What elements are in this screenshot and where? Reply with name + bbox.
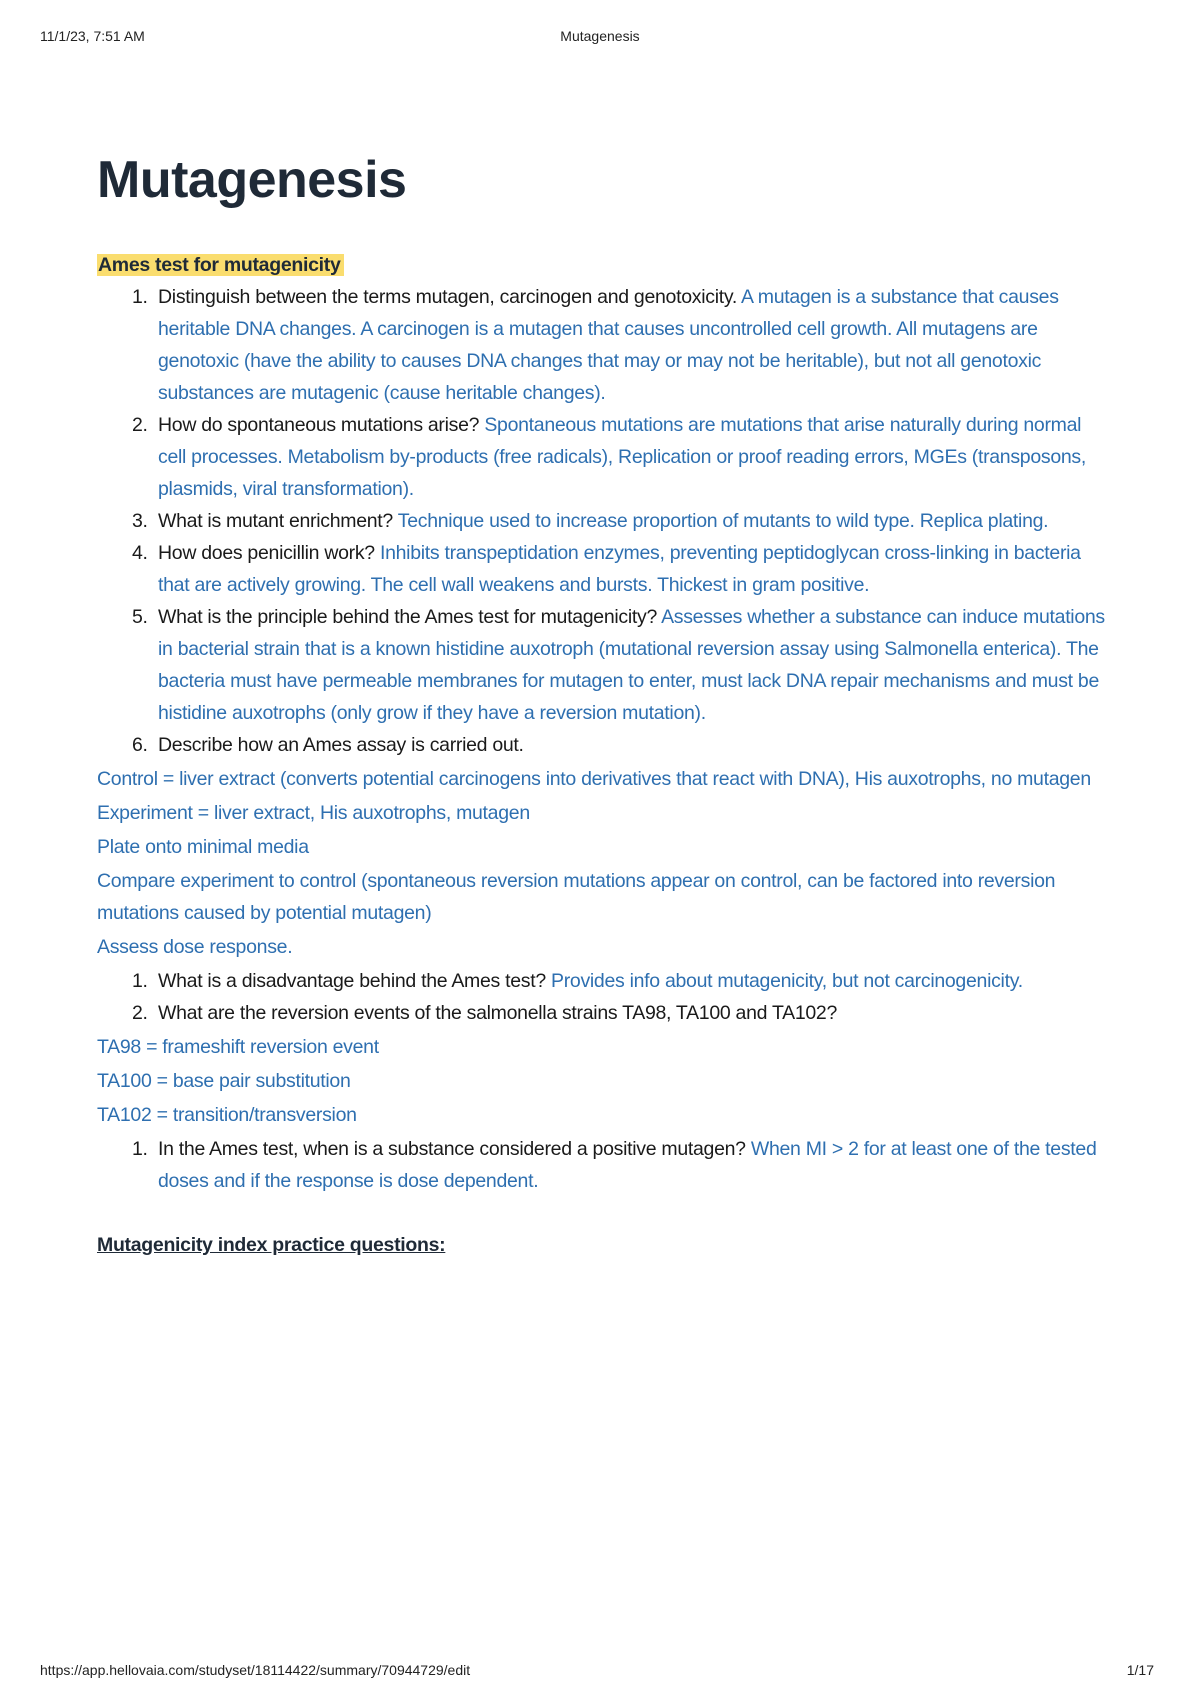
list-number: 1. [132, 1138, 148, 1160]
print-page-title: Mutagenesis [560, 28, 640, 44]
answer-text: Inhibits transpeptidation enzymes, preventing peptidoglycan cross-linking in bacteria that are actively growing. The cell wall weakens and bursts. Thickest in gram positive. [158, 542, 1081, 596]
answer-paragraph: Control = liver extract (converts potential carcinogens into derivatives that react with DNA), His auxotrophs, no mutagen [97, 768, 1091, 790]
list-number: 4. [132, 542, 148, 564]
question-text: Describe how an Ames assay is carried out. [158, 734, 524, 756]
answer-paragraph: Assess dose response. [97, 936, 293, 958]
question-text: What are the reversion events of the salmonella strains TA98, TA100 and TA102? [158, 1002, 838, 1024]
list-item [97, 1133, 1107, 1197]
list-item [97, 965, 1107, 997]
question-list-3 [97, 1133, 1107, 1197]
answer-text: When MI > 2 for at least one of the tested doses and if the response is dose dependent. [158, 1138, 1097, 1192]
question-text: What is mutant enrichment? [158, 510, 393, 532]
answer-paragraph: TA102 = transition/transversion [97, 1104, 357, 1126]
list-item [97, 409, 1107, 505]
answer-text: A mutagen is a substance that causes heritable DNA changes. A carcinogen is a mutagen that causes uncontrolled cell growth. All mutagens are genotoxic (have the ability to causes DNA changes that may or may not be heritable), but not all genotoxic substances are mutagenic (cause heritable changes). [158, 286, 1059, 404]
question-text: Distinguish between the terms mutagen, carcinogen and genotoxicity. [158, 286, 737, 308]
list-number: 2. [132, 414, 148, 436]
list-number: 5. [132, 606, 148, 628]
answer-paragraph: Experiment = liver extract, His auxotrophs, mutagen [97, 802, 530, 824]
highlighted-heading: Ames test for mutagenicity [97, 254, 344, 276]
answer-paragraph: TA98 = frameshift reversion event [97, 1036, 379, 1058]
answer-text: Technique used to increase proportion of mutants to wild type. Replica plating. [392, 510, 1049, 532]
question-text: How do spontaneous mutations arise? [158, 414, 480, 436]
list-number: 1. [132, 970, 148, 992]
list-number: 1. [132, 286, 148, 308]
answer-paragraph: Compare experiment to control (spontaneous reversion mutations appear on control, can be factored into reversion mutations caused by potential mutagen) [97, 870, 1056, 924]
question-list-1 [97, 281, 1107, 761]
list-item [97, 997, 1107, 1029]
question-list-2 [97, 965, 1107, 1029]
question-text: How does penicillin work? [158, 542, 375, 564]
section-heading [97, 249, 1107, 281]
list-number: 2. [132, 1002, 148, 1024]
list-item [97, 505, 1107, 537]
print-date: 11/1/23, 7:51 AM [40, 28, 145, 44]
list-item [97, 729, 1107, 761]
answer-paragraph: Plate onto minimal media [97, 836, 309, 858]
question-text: What is a disadvantage behind the Ames test? [158, 970, 546, 992]
subsection-heading: Mutagenicity index practice questions: [97, 1234, 446, 1256]
list-number: 6. [132, 734, 148, 756]
document-body [97, 249, 1107, 1261]
answer-paragraph: TA100 = base pair substitution [97, 1070, 351, 1092]
spacer [97, 1197, 1107, 1229]
list-item [97, 601, 1107, 729]
page-number: 1/17 [1126, 1662, 1154, 1678]
list-item [97, 281, 1107, 409]
list-number: 3. [132, 510, 148, 532]
question-text: In the Ames test, when is a substance considered a positive mutagen? [158, 1138, 746, 1160]
answer-text: Assesses whether a substance can induce mutations in bacterial strain that is a known histidine auxotroph (mutational reversion assay using Salmonella enterica). The bacteria must have permeable membranes for mutagen to enter, must lack DNA repair mechanisms and must be histidine auxotrophs (only grow if they have a reversion mutation). [158, 606, 1105, 724]
document-title: Mutagenesis [97, 151, 407, 209]
list-item [97, 537, 1107, 601]
answer-text: Provides info about mutagenicity, but not carcinogenicity. [545, 970, 1023, 992]
answer-text: Spontaneous mutations are mutations that arise naturally during normal cell processes. Metabolism by-products (free radicals), Replication or proof reading errors, MGEs (transposons, plasmids, viral transformation). [158, 414, 1086, 500]
question-text: What is the principle behind the Ames test for mutagenicity? [158, 606, 658, 628]
page-url: https://app.hellovaia.com/studyset/18114422/summary/70944729/edit [40, 1662, 471, 1678]
